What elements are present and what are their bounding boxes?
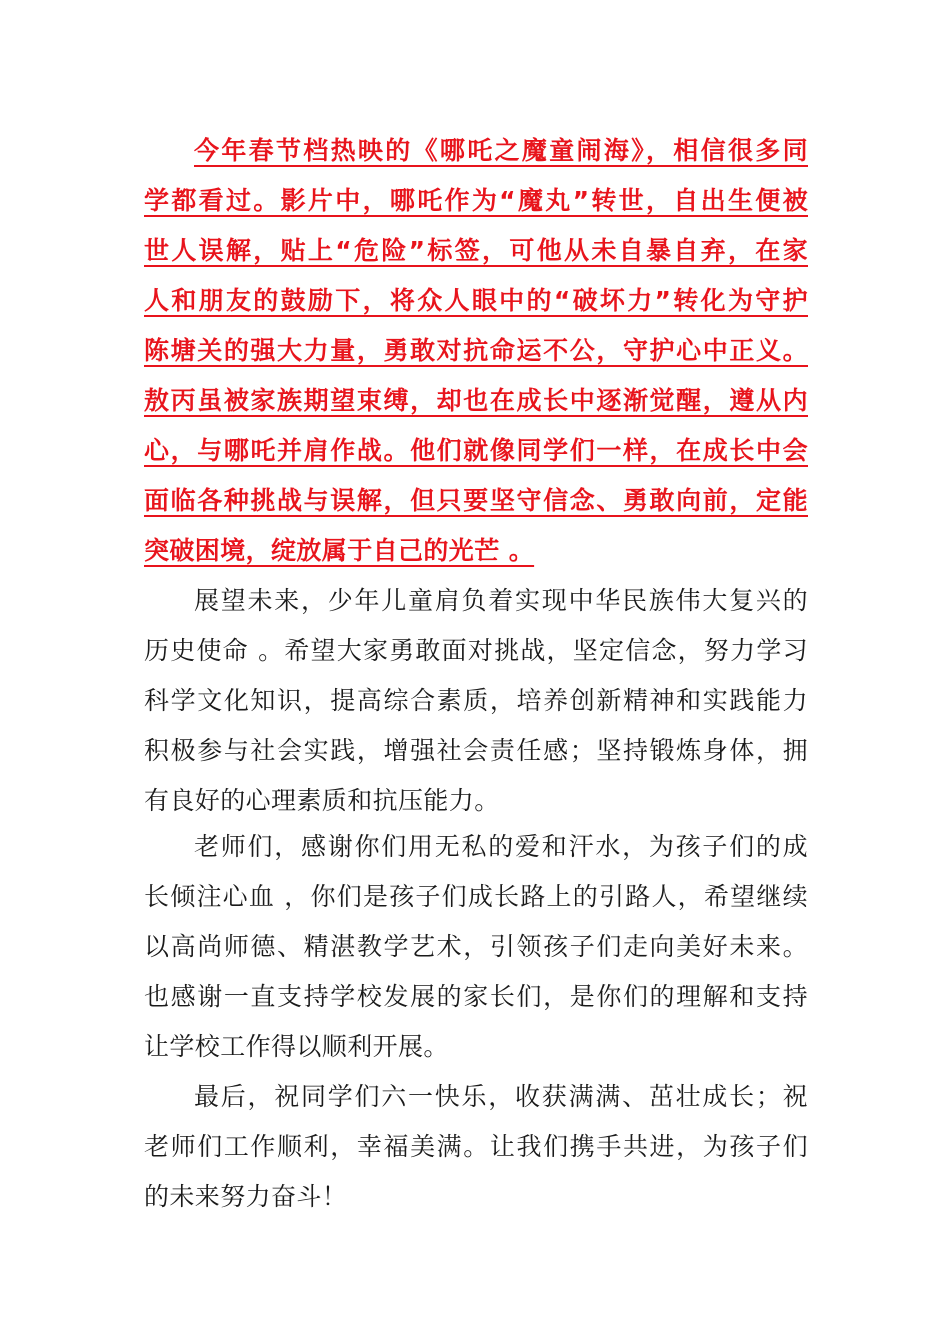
paragraph-line: 科学文化知识，提高综合素质，培养创新精神和实践能力 [144,686,808,715]
paragraph-teachers [144,822,808,1072]
paragraph-line: 有良好的心理素质和抗压能力。 [144,786,500,815]
paragraph-line: 突破困境，绽放属于自己的光芒 。 [144,536,535,565]
paragraph-line: 也感谢一直支持学校发展的家长们，是你们的理解和支持 [144,982,808,1011]
paragraph-line: 最后，祝同学们六一快乐，收获满满、茁壮成长；祝 [194,1082,808,1111]
paragraph-line: 学都看过。影片中，哪吒作为“魔丸”转世，自出生便被 [144,186,808,215]
paragraph-line: 积极参与社会实践，增强社会责任感；坚持锻炼身体，拥 [144,736,808,765]
paragraph-future [144,576,808,826]
paragraph-line: 以高尚师德、精湛教学艺术，引领孩子们走向美好未来。 [144,932,808,961]
highlight-paragraph [144,126,808,576]
paragraph-line: 面临各种挑战与误解，但只要坚守信念、勇敢向前，定能 [144,486,808,515]
paragraph-line: 展望未来，少年儿童肩负着实现中华民族伟大复兴的 [194,586,808,615]
paragraph-closing [144,1072,808,1222]
paragraph-line: 今年春节档热映的《哪吒之魔童闹海》，相信很多同 [194,136,808,165]
paragraph-line: 敖丙虽被家族期望束缚，却也在成长中逐渐觉醒，遵从内 [144,386,808,415]
paragraph-line: 心，与哪吒并肩作战。他们就像同学们一样，在成长中会 [144,436,808,465]
paragraph-line: 世人误解，贴上“危险”标签，可他从未自暴自弃，在家 [144,236,808,265]
paragraph-line: 长倾注心血 ，你们是孩子们成长路上的引路人，希望继续 [144,882,808,911]
paragraph-line: 的未来努力奋斗！ [144,1182,348,1211]
paragraph-line: 陈塘关的强大力量，勇敢对抗命运不公，守护心中正义。 [144,336,808,365]
paragraph-line: 人和朋友的鼓励下，将众人眼中的“破坏力”转化为守护 [144,286,808,315]
paragraph-line: 历史使命 。希望大家勇敢面对挑战，坚定信念，努力学习 [144,636,808,665]
paragraph-line: 老师们，感谢你们用无私的爱和汗水，为孩子们的成 [194,832,808,861]
paragraph-line: 让学校工作得以顺利开展。 [144,1032,449,1061]
paragraph-line: 老师们工作顺利，幸福美满。让我们携手共进，为孩子们 [144,1132,808,1161]
